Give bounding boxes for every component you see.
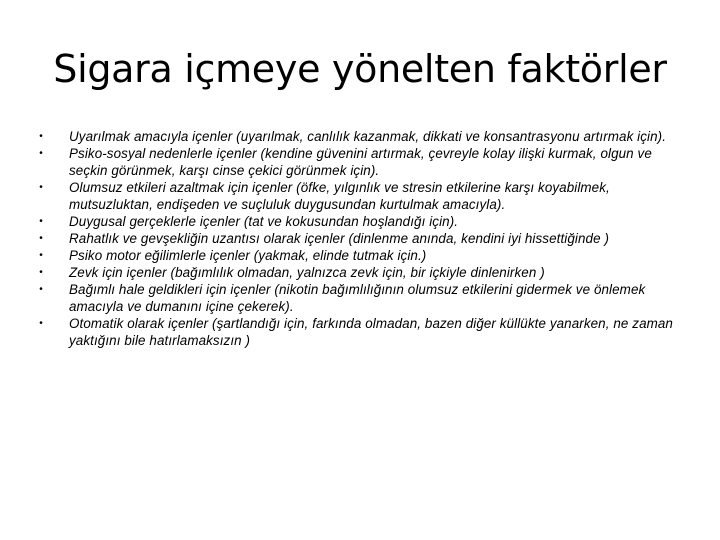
bullet-list: [36, 128, 676, 349]
bullet-item-3: [36, 179, 676, 213]
bullet-text: Zevk için içenler (bağımlılık olmadan, yalnızca zevk için, bir içkiyle dinlenirken ): [69, 265, 545, 280]
slide-title: Sigara içmeye yönelten faktörler: [53, 47, 667, 91]
bullet-dot-icon: •: [39, 216, 43, 227]
bullet-text: Uyarılmak amacıyla içenler (uyarılmak, canlılık kazanmak, dikkati ve konsantrasyonu artırmak için).: [69, 129, 667, 144]
bullet-item-8: [36, 281, 676, 315]
bullet-dot-icon: •: [39, 250, 43, 261]
bullet-item-4: [36, 213, 676, 230]
bullet-text: Duygusal gerçeklerle içenler (tat ve kokusundan hoşlandığı için).: [69, 214, 459, 229]
bullet-item-1: [36, 128, 676, 145]
bullet-text: Olumsuz etkileri azaltmak için içenler (öfke, yılgınlık ve stresin etkilerine karşı koyabilmek, mutsuzluktan, endişeden ve suçluluk duygusundan kurtulmak amacıyla).: [69, 180, 610, 212]
bullet-text: Otomatik olarak içenler (şartlandığı için, farkında olmadan, bazen diğer küllükte yanarken, ne zaman yaktığını bile hatırlamaksızın ): [69, 316, 673, 348]
bullet-dot-icon: •: [39, 182, 43, 193]
bullet-text: Psiko-sosyal nedenlerle içenler (kendine güvenini artırmak, çevreyle kolay ilişki kurmak, olgun ve seçkin görünmek, karşı cinse çekici görünmek için).: [69, 146, 652, 178]
bullet-text: Bağımlı hale geldikleri için içenler (nikotin bağımlılığının olumsuz etkilerini gidermek ve önlemek amacıyla ve dumanını içine çekerek).: [69, 282, 646, 314]
bullet-text: Rahatlık ve gevşekliğin uzantısı olarak içenler (dinlenme anında, kendini iyi hissettiğinde ): [69, 231, 610, 246]
bullet-dot-icon: •: [39, 267, 43, 278]
bullet-item-9: [36, 315, 676, 349]
bullet-dot-icon: •: [39, 284, 43, 295]
bullet-item-6: [36, 247, 676, 264]
bullet-dot-icon: •: [39, 131, 43, 142]
bullet-item-5: [36, 230, 676, 247]
bullet-item-7: [36, 264, 676, 281]
bullet-text: Psiko motor eğilimlerle içenler (yakmak, elinde tutmak için.): [69, 248, 427, 263]
bullet-item-2: [36, 145, 676, 179]
bullet-dot-icon: •: [39, 318, 43, 329]
bullet-dot-icon: •: [39, 148, 43, 159]
bullet-dot-icon: •: [39, 233, 43, 244]
